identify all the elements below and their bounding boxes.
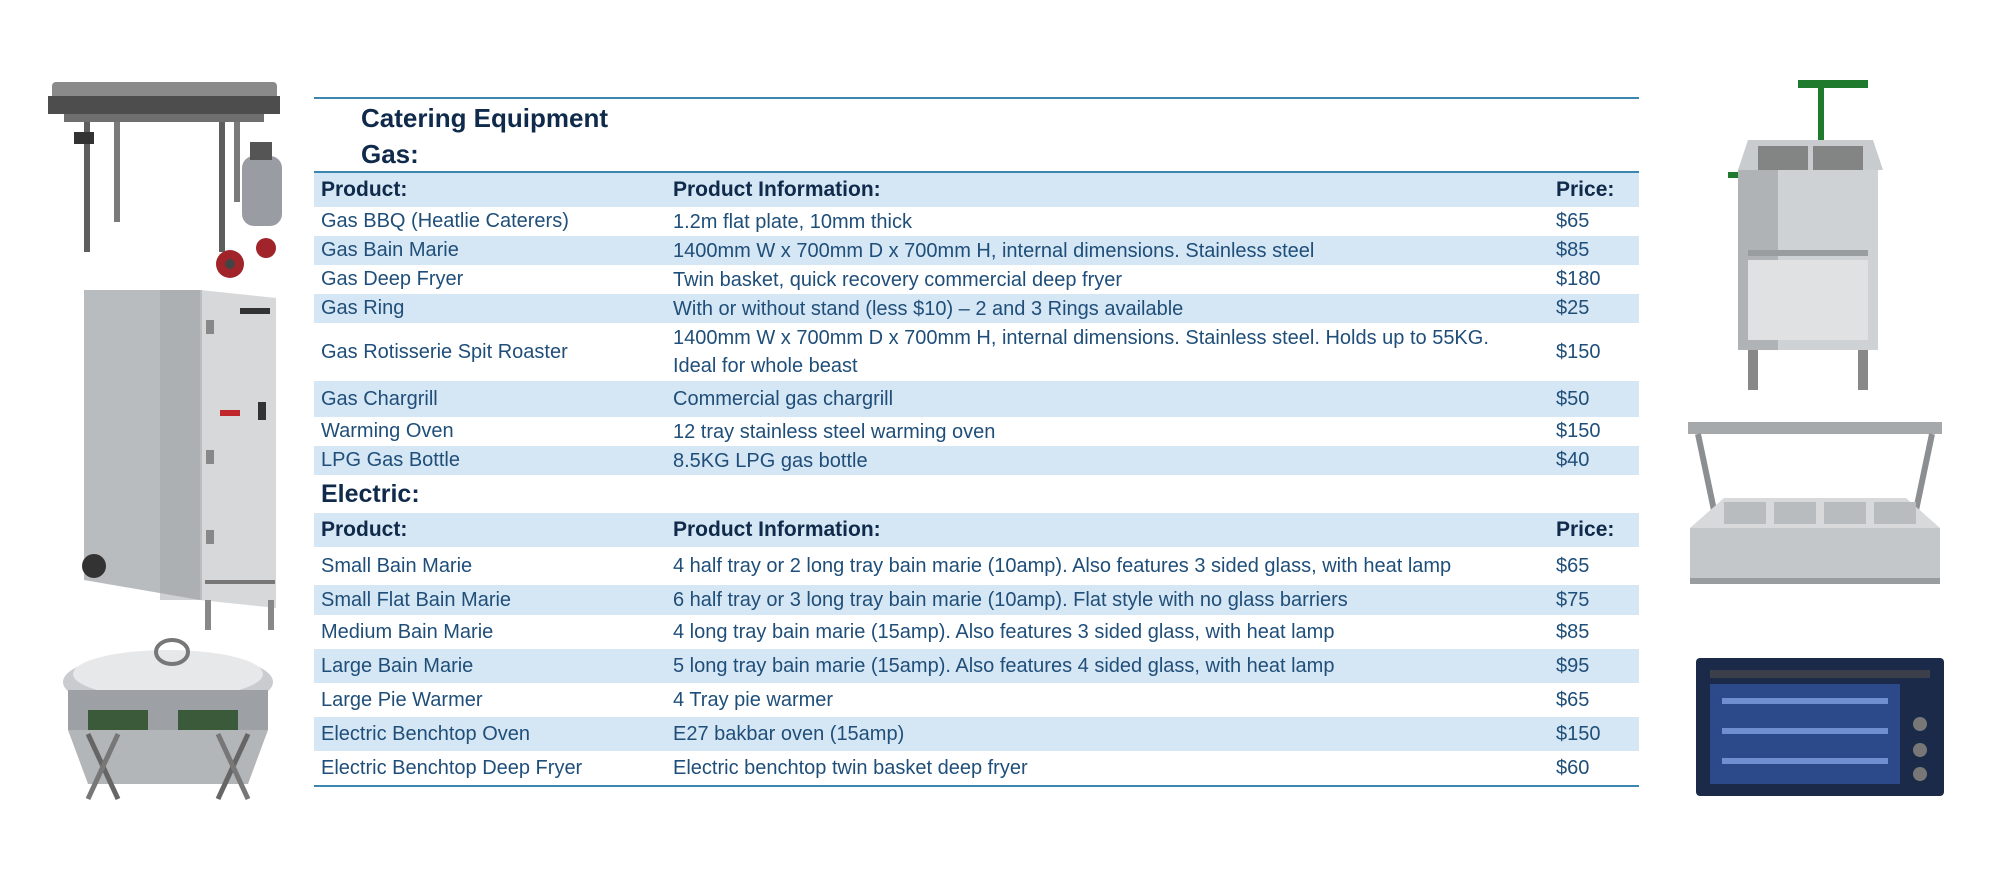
- table-row: [314, 717, 1639, 751]
- table-header-row: [314, 173, 1639, 207]
- table-row: [314, 294, 1639, 323]
- product-price: $60: [1556, 756, 1590, 779]
- product-price: $95: [1556, 654, 1590, 677]
- section-row-electric: [314, 475, 1639, 513]
- product-name: Warming Oven: [321, 420, 454, 442]
- product-name: Gas Chargrill: [321, 387, 438, 410]
- product-price: $150: [1556, 340, 1601, 363]
- product-name: Gas Bain Marie: [321, 239, 459, 261]
- product-name: LPG Gas Bottle: [321, 449, 460, 471]
- product-info: 5 long tray bain marie (15amp). Also features 4 sided glass, with heat lamp: [673, 655, 1335, 677]
- product-price: $150: [1556, 722, 1601, 745]
- product-price: $75: [1556, 588, 1590, 611]
- product-info: Twin basket, quick recovery commercial deep fryer: [673, 268, 1123, 291]
- product-price: $85: [1556, 239, 1590, 261]
- header-price: Price:: [1556, 178, 1615, 201]
- product-info: E27 bakbar oven (15amp): [673, 723, 905, 745]
- bottom-rule: [314, 785, 1639, 787]
- product-info: 12 tray stainless steel warming oven: [673, 420, 996, 443]
- product-info: 1.2m flat plate, 10mm thick: [673, 210, 912, 233]
- benchtop-oven-image: [1692, 654, 1948, 802]
- product-name: Medium Bain Marie: [321, 620, 494, 643]
- product-price: $25: [1556, 297, 1590, 319]
- product-price: $65: [1556, 554, 1590, 577]
- header-product: Product:: [321, 518, 408, 541]
- chafing-dish-image: [48, 634, 288, 804]
- section-title-electric: Electric:: [321, 479, 420, 508]
- product-price: $65: [1556, 210, 1590, 232]
- product-info: Commercial gas chargrill: [673, 388, 894, 410]
- table-header-row: [314, 513, 1639, 547]
- table-row: [314, 751, 1639, 785]
- document-title: Catering Equipment: [361, 103, 609, 133]
- table-row: [314, 615, 1639, 649]
- section-title-gas: Gas:: [361, 139, 419, 169]
- header-product: Product:: [321, 178, 408, 201]
- product-name: Gas Deep Fryer: [321, 268, 464, 290]
- product-name: Large Pie Warmer: [321, 688, 483, 711]
- product-price: $85: [1556, 620, 1590, 643]
- table-row: [314, 381, 1639, 417]
- table-row: [314, 446, 1639, 475]
- product-name: Gas Ring: [321, 297, 405, 319]
- gas-bbq-image: [44, 76, 289, 286]
- deep-fryer-image: [1718, 80, 1893, 395]
- table-row: [314, 265, 1639, 294]
- top-rule: [314, 97, 1639, 99]
- product-price: $40: [1556, 449, 1590, 471]
- product-price: $180: [1556, 268, 1601, 290]
- product-name: Large Bain Marie: [321, 654, 474, 677]
- product-price: $50: [1556, 387, 1590, 410]
- product-name: Electric Benchtop Oven: [321, 722, 530, 745]
- product-info: 8.5KG LPG gas bottle: [673, 449, 868, 472]
- product-name: Small Bain Marie: [321, 554, 473, 577]
- table-row: [314, 417, 1639, 446]
- product-price: $65: [1556, 688, 1590, 711]
- warming-oven-image: [80, 290, 280, 630]
- table-row: [314, 547, 1639, 585]
- product-info: 6 half tray or 3 long tray bain marie (10amp). Flat style with no glass barriers: [673, 589, 1348, 611]
- product-info: 1400mm W x 700mm D x 700mm H, internal dimensions. Stainless steel. Holds up to 55KG. Ideal for whole beast: [673, 327, 1489, 377]
- product-info: 4 long tray bain marie (15amp). Also features 3 sided glass, with heat lamp: [673, 621, 1335, 643]
- product-info: Electric benchtop twin basket deep fryer: [673, 757, 1028, 779]
- product-info: 4 half tray or 2 long tray bain marie (10amp). Also features 3 sided glass, with heat lamp: [673, 555, 1452, 577]
- table-row: [314, 236, 1639, 265]
- product-name: Small Flat Bain Marie: [321, 588, 512, 611]
- product-info: 1400mm W x 700mm D x 700mm H, internal dimensions. Stainless steel: [673, 239, 1315, 262]
- header-info: Product Information:: [673, 518, 881, 541]
- product-name: Gas BBQ (Heatlie Caterers): [321, 210, 569, 232]
- product-price: $150: [1556, 420, 1601, 442]
- bain-marie-image: [1684, 418, 1946, 603]
- table-row: [314, 683, 1639, 717]
- product-info: 4 Tray pie warmer: [673, 689, 834, 711]
- table-row: [314, 585, 1639, 615]
- product-name: Gas Rotisserie Spit Roaster: [321, 340, 568, 363]
- header-price: Price:: [1556, 518, 1615, 541]
- table-row: [314, 207, 1639, 236]
- table-row: [314, 323, 1639, 381]
- header-info: Product Information:: [673, 178, 881, 201]
- table-row: [314, 649, 1639, 683]
- product-name: Electric Benchtop Deep Fryer: [321, 756, 583, 779]
- product-info: With or without stand (less $10) – 2 and 3 Rings available: [673, 297, 1184, 320]
